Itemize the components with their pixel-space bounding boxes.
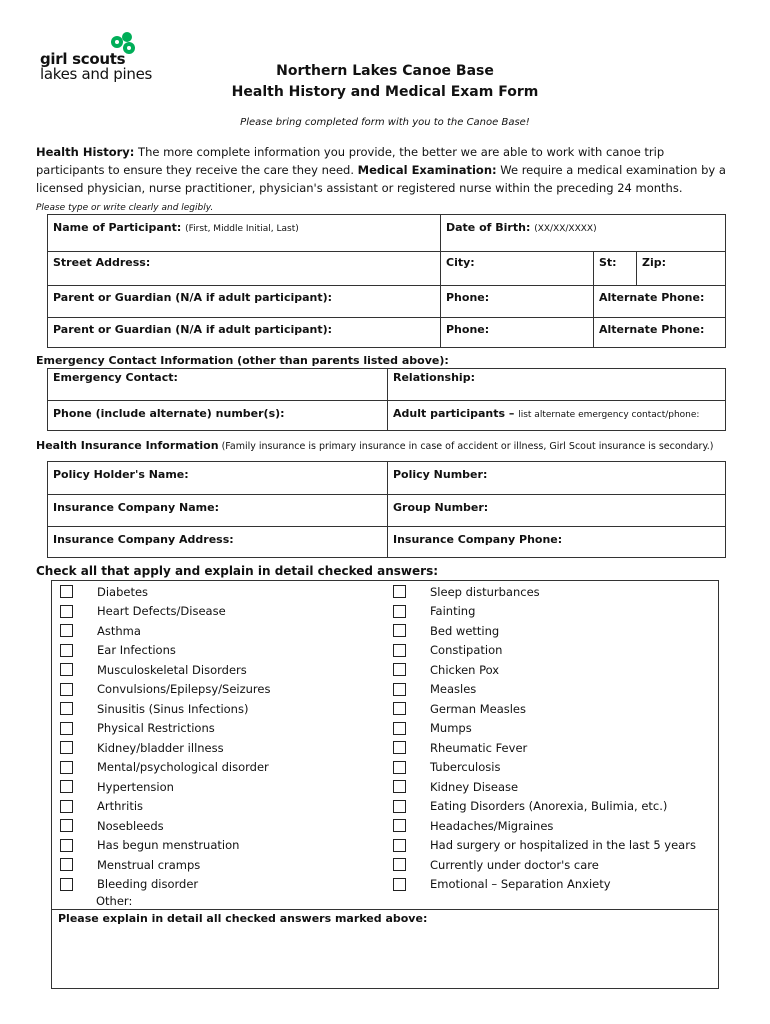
checklist-item[interactable]: [53, 699, 386, 719]
state-field[interactable]: St:: [593, 252, 636, 285]
group-number-field[interactable]: Group Number:: [387, 495, 725, 526]
checklist-item[interactable]: [386, 719, 719, 739]
checklist-item-label: Tuberculosis: [430, 760, 501, 775]
policy-number-field[interactable]: Policy Number:: [387, 462, 725, 494]
checklist-item-label: Hypertension: [97, 779, 174, 794]
checklist-item-label: Chicken Pox: [430, 662, 500, 677]
checkbox[interactable]: [393, 800, 406, 813]
guardian1-alt-phone-field[interactable]: Alternate Phone:: [593, 286, 725, 317]
checklist-item[interactable]: [386, 602, 719, 622]
checkbox[interactable]: [60, 741, 73, 754]
checklist-item-label: Measles: [430, 682, 477, 697]
checkbox[interactable]: [60, 819, 73, 832]
guardian2-phone-field[interactable]: Phone:: [440, 318, 593, 347]
checklist-item-label: Diabetes: [97, 584, 149, 599]
checkbox[interactable]: [393, 741, 406, 754]
checkbox[interactable]: [393, 683, 406, 696]
guardian1-phone-field[interactable]: Phone:: [440, 286, 593, 317]
checklist-item[interactable]: [386, 816, 719, 836]
checkbox[interactable]: [60, 722, 73, 735]
checklist-item[interactable]: [53, 738, 386, 758]
checklist-item[interactable]: [53, 797, 386, 817]
checkbox[interactable]: [393, 585, 406, 598]
guardian1-field[interactable]: Parent or Guardian (N/A if adult participant):: [53, 291, 333, 304]
relationship-field[interactable]: Relationship:: [387, 369, 725, 400]
checklist-item-label: Kidney Disease: [430, 779, 519, 794]
checklist-item-label: Sleep disturbances: [430, 584, 540, 599]
logo-text-line1: girl scouts: [40, 50, 126, 68]
insurance-address-field[interactable]: Insurance Company Address:: [53, 533, 234, 546]
checkbox[interactable]: [60, 605, 73, 618]
checklist-item[interactable]: [386, 855, 719, 875]
checklist-item[interactable]: [386, 621, 719, 641]
checklist-item-label: Bleeding disorder: [97, 877, 199, 892]
checklist-heading: Check all that apply and explain in detail checked answers:: [36, 564, 439, 578]
insurance-phone-field[interactable]: Insurance Company Phone:: [387, 527, 725, 557]
checkbox[interactable]: [393, 819, 406, 832]
city-field[interactable]: City:: [440, 252, 593, 285]
checklist-item-label: Heart Defects/Disease: [97, 604, 226, 619]
checkbox[interactable]: [393, 780, 406, 793]
checklist-item[interactable]: [53, 680, 386, 700]
checklist-item-label: Bed wetting: [430, 623, 500, 638]
checklist-item[interactable]: [386, 699, 719, 719]
checklist-item[interactable]: [53, 641, 386, 661]
checkbox[interactable]: [393, 722, 406, 735]
checklist-item[interactable]: [386, 836, 719, 856]
participant-info-grid: [47, 214, 726, 348]
checklist-item[interactable]: [53, 758, 386, 778]
checkbox[interactable]: [393, 878, 406, 891]
checklist-item-label: Menstrual cramps: [97, 857, 201, 872]
insurance-grid: [47, 461, 726, 558]
checkbox[interactable]: [393, 663, 406, 676]
checklist-item[interactable]: [386, 641, 719, 661]
checklist-item[interactable]: [386, 875, 719, 895]
checklist-item[interactable]: [53, 719, 386, 739]
checkbox[interactable]: [60, 585, 73, 598]
checklist-right-column: [386, 582, 719, 894]
date-of-birth-field[interactable]: Date of Birth: (XX/XX/XXXX): [440, 215, 725, 251]
checklist-item-label: Has begun menstruation: [97, 838, 240, 853]
intro-paragraph: [36, 143, 726, 197]
checklist-item[interactable]: [53, 836, 386, 856]
checklist-item-label: Constipation: [430, 643, 503, 658]
checklist-item[interactable]: [386, 738, 719, 758]
insurance-company-field[interactable]: Insurance Company Name:: [53, 501, 219, 514]
form-title-line2: Health History and Medical Exam Form: [231, 84, 539, 100]
checklist-item-label: Kidney/bladder illness: [97, 740, 224, 755]
checklist-item-label: Had surgery or hospitalized in the last 5 years: [430, 838, 696, 853]
policy-holder-field[interactable]: Policy Holder's Name:: [53, 468, 189, 481]
emergency-contact-field[interactable]: Emergency Contact:: [53, 371, 178, 384]
checklist-item[interactable]: [386, 660, 719, 680]
checklist-item[interactable]: [386, 680, 719, 700]
legibility-note: Please type or write clearly and legibly.: [36, 203, 214, 213]
checklist-item-label: Ear Infections: [97, 643, 176, 658]
checkbox[interactable]: [60, 683, 73, 696]
checkbox[interactable]: [60, 702, 73, 715]
checklist-item-label: Asthma: [97, 623, 141, 638]
checklist-item-label: Musculoskeletal Disorders: [97, 662, 247, 677]
checkbox[interactable]: [60, 878, 73, 891]
checklist-item[interactable]: [53, 582, 386, 602]
adult-alt-contact-field[interactable]: Adult participants – list alternate emergency contact/phone:: [387, 401, 725, 430]
checkbox[interactable]: [60, 624, 73, 637]
checkbox[interactable]: [393, 858, 406, 871]
explain-box[interactable]: [51, 909, 719, 989]
checklist-item-label: Mental/psychological disorder: [97, 760, 269, 775]
checkbox[interactable]: [393, 644, 406, 657]
zip-field[interactable]: Zip:: [636, 252, 725, 285]
form-subtitle: Please bring completed form with you to the Canoe Base!: [240, 117, 530, 128]
explain-label: Please explain in detail all checked answers marked above:: [58, 912, 428, 925]
checklist-item-label: Headaches/Migraines: [430, 818, 554, 833]
checklist-item-label: Sinusitis (Sinus Infections): [97, 701, 249, 716]
checklist-item[interactable]: [386, 582, 719, 602]
checklist-item-label: Fainting: [430, 604, 476, 619]
other-label: Other:: [96, 894, 133, 908]
checklist-item-label: Currently under doctor's care: [430, 857, 599, 872]
checkbox[interactable]: [393, 761, 406, 774]
checkbox[interactable]: [60, 780, 73, 793]
checklist-item[interactable]: [53, 660, 386, 680]
emergency-heading: Emergency Contact Information (other than parents listed above):: [36, 354, 449, 367]
checklist-item-label: Physical Restrictions: [97, 721, 215, 736]
street-address-field[interactable]: Street Address:: [53, 256, 151, 269]
form-title-line1: Northern Lakes Canoe Base: [276, 63, 494, 79]
checkbox[interactable]: [393, 702, 406, 715]
insurance-heading: Health Insurance Information (Family insurance is primary insurance in case of accident or illness, Girl Scout insurance is secondary.): [36, 439, 714, 452]
checklist-item-label: Emotional – Separation Anxiety: [430, 877, 611, 892]
checklist-item-label: Nosebleeds: [97, 818, 164, 833]
checklist-item[interactable]: [53, 777, 386, 797]
checkbox[interactable]: [60, 663, 73, 676]
emergency-phone-field[interactable]: Phone (include alternate) number(s):: [53, 407, 285, 420]
guardian2-field[interactable]: Parent or Guardian (N/A if adult participant):: [53, 323, 333, 336]
logo-text-line2: lakes and pines: [40, 65, 153, 83]
checklist-item[interactable]: [53, 875, 386, 895]
checklist-item-label: Convulsions/Epilepsy/Seizures: [97, 682, 271, 697]
health-history-text: The more complete information you provide, the better we are able to work with canoe trip participants to ensure they receive the care they need.: [36, 145, 665, 177]
checkbox[interactable]: [393, 605, 406, 618]
checklist-item[interactable]: [386, 758, 719, 778]
emergency-grid: [47, 368, 726, 431]
medical-exam-text: We require a medical examination by a licensed physician, nurse practitioner, physician's assistant or registered nurse within the preceding 24 months.: [36, 163, 726, 195]
checklist-item[interactable]: [53, 855, 386, 875]
checklist-item[interactable]: [53, 816, 386, 836]
checklist-item[interactable]: [386, 797, 719, 817]
checklist-item-label: Arthritis: [97, 799, 144, 814]
medical-exam-label: Medical Examination:: [357, 163, 497, 177]
checkbox[interactable]: [60, 858, 73, 871]
checkbox[interactable]: [60, 644, 73, 657]
participant-name-field[interactable]: Name of Participant: (First, Middle Initial, Last): [53, 221, 299, 234]
checklist-item[interactable]: [386, 777, 719, 797]
checkbox[interactable]: [60, 761, 73, 774]
checklist-item-label: German Measles: [430, 701, 527, 716]
checklist-item-label: Rheumatic Fever: [430, 740, 528, 755]
checklist-left-column: [53, 582, 386, 894]
checklist-item-label: Eating Disorders (Anorexia, Bulimia, etc.): [430, 799, 668, 814]
checklist-item[interactable]: [53, 621, 386, 641]
guardian2-alt-phone-field[interactable]: Alternate Phone:: [593, 318, 725, 347]
checklist-item-label: Mumps: [430, 721, 472, 736]
checkbox[interactable]: [60, 839, 73, 852]
checklist-item[interactable]: [53, 602, 386, 622]
checkbox[interactable]: [60, 800, 73, 813]
checkbox[interactable]: [393, 624, 406, 637]
health-history-label: Health History:: [36, 145, 135, 159]
checkbox[interactable]: [393, 839, 406, 852]
